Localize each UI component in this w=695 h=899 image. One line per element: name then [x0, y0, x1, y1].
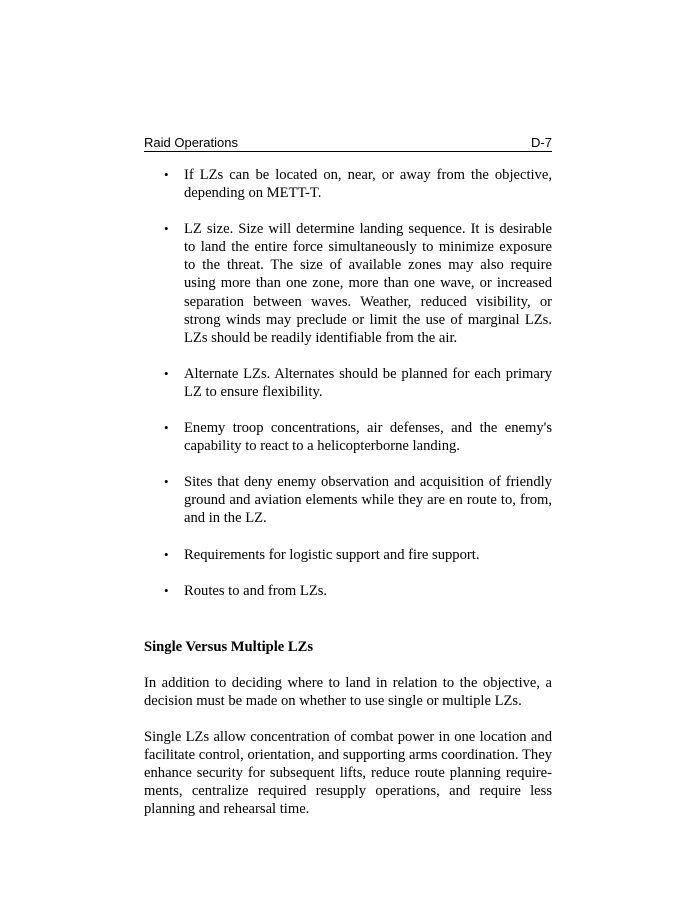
list-item: [144, 546, 552, 564]
paragraph: In addition to deciding where to land in relation to the objective, a decision must be made on whether to use single or multiple LZs.: [144, 675, 552, 710]
list-item: [144, 419, 552, 455]
bullet-icon: •: [164, 167, 169, 182]
header-page-number: D-7: [531, 135, 552, 150]
list-item-text: Requirements for logistic support and fire support.: [184, 546, 480, 563]
consideration-list: [144, 166, 552, 618]
list-item-text: Alternate LZs. Alternates should be planned for each primary LZ to ensure flexibility.: [184, 365, 552, 400]
list-item: [144, 166, 552, 202]
header-title: Raid Operations: [144, 135, 238, 150]
list-item: [144, 220, 552, 347]
list-item-text: If LZs can be located on, near, or away from the objective, depending on METT-T.: [184, 167, 552, 202]
bullet-icon: •: [164, 365, 169, 381]
bullet-icon: •: [164, 546, 169, 562]
bullet-icon: •: [164, 420, 169, 436]
running-header: [144, 135, 552, 152]
list-item-text: Routes to and from LZs.: [184, 582, 328, 599]
list-item-text: Sites that deny enemy observation and acquisition of friendly ground and aviation elements while they are en route to, from, and in the LZ.: [184, 474, 552, 527]
list-item: [144, 473, 552, 527]
bullet-icon: •: [164, 221, 169, 237]
list-item-text: LZ size. Size will determine landing sequence. It is desirable to land the entire force simultaneously to minimize exposure to the threat. The size of available zones may also require using more than one zone, more than one wave, or increased separation between waves. Weather, reduced visibility, or strong winds may preclude or limit the use of marginal LZs. LZs should be readily identifiable from the air.: [184, 221, 552, 346]
section-heading: Single Versus Multiple LZs: [144, 639, 314, 655]
list-item: [144, 582, 552, 600]
bullet-icon: •: [164, 582, 169, 598]
list-item: [144, 365, 552, 401]
paragraph: Single LZs allow concentration of combat power in one location and facilitate control, orientation, and supporting arms coordination. They enhance security for subsequent lifts, reduce route planning require-ments, centralize required resupply operations, and require less planning and rehearsal time.: [144, 729, 552, 818]
list-item-text: Enemy troop concentrations, air defenses, and the enemy's capability to react to a helicopterborne landing.: [184, 420, 552, 455]
bullet-icon: •: [164, 474, 169, 490]
